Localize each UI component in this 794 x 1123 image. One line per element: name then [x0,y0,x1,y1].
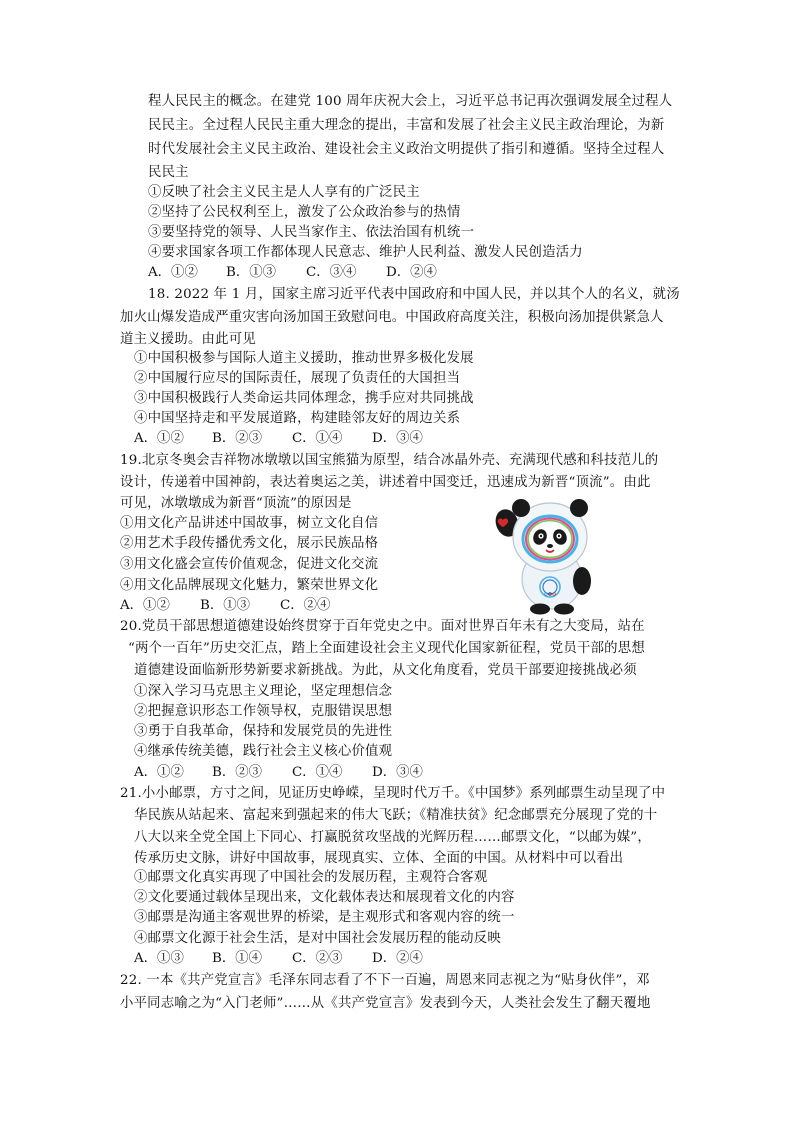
q17-option-b[interactable]: B．①③ [226,265,277,280]
q17-option-a[interactable]: A．①② [148,265,198,280]
q18-option-b[interactable]: B．②③ [212,431,263,446]
q17-option-c[interactable]: C．③④ [306,265,357,280]
q19-option-c[interactable]: C．②④ [280,598,331,613]
q17-option-d[interactable]: D．②④ [386,265,437,280]
q18-option-a[interactable]: A．①② [134,431,184,446]
q22-stem-line: 小平同志喻之为“入门老师”……从《共产党宣言》发表到今天，人类社会发生了翻天覆地 [120,996,651,1011]
q20-option-c[interactable]: C．①④ [292,765,343,780]
q20-item: ④继承传统美德，践行社会主义核心价值观 [134,744,393,759]
q19-stem-line: 设计，传递着中国神韵，表达着奥运之美，讲述着中国变迁，迅速成为新晋“顶流”。由此 [120,475,651,490]
q21-stem-line: 传承历史文脉，讲好中国故事，展现真实、立体、全面的中国。从材料中可以看出 [134,851,624,866]
q18-item: ③中国积极践行人类命运共同体理念，携手应对共同挑战 [134,391,474,406]
q18-item: ④中国坚持走和平发展道路，构建睦邻友好的周边关系 [134,411,461,426]
q18-stem-line: 18. 2022 年 1 月，国家主席习近平代表中国政府和中国人民，并以其个人的名义，就汤 [148,287,680,302]
q20-item: ③勇于自我革命，保持和发展党员的先进性 [134,724,393,739]
q18-option-c[interactable]: C．①④ [292,431,343,446]
q20-stem-line: 20.党员干部思想道德建设始终贯穿于百年党史之中。面对世界百年未有之大变局，站在 [120,619,645,634]
q18-stem-line: 道主义援助。由此可见 [120,332,256,347]
q17-stem-line: 民民主。全过程人民民主重大理念的提出，丰富和发展了社会主义民主政治理论，为新 [148,118,665,133]
q21-option-c[interactable]: C．②③ [292,951,343,966]
q21-item: ③邮票是沟通主客观世界的桥梁，是主观形式和客观内容的统一 [134,910,515,925]
q18-item: ②中国履行应尽的国际责任，展现了负责任的大国担当 [134,371,461,386]
q20-stem-line: 道德建设面临新形势新要求新挑战。为此，从文化角度看，党员干部要迎接挑战必须 [134,663,637,678]
q21-option-d[interactable]: D．②④ [372,951,423,966]
q17-stem-line: 民民主 [148,165,189,180]
q19-stem-line: 19.北京冬奥会吉祥物冰墩墩以国宝熊猫为原型，结合冰晶外壳、充满现代感和科技范儿的 [120,453,659,468]
q19-item: ①用文化产品讲述中国故事，树立文化自信 [120,516,379,531]
q17-stem-line: 时代发展社会主义民主政治、建设社会主义政治文明提供了指引和遵循。坚持全过程人 [148,142,665,157]
q21-item: ①邮票文化真实再现了中国社会的发展历程，主观符合客观 [134,870,488,885]
q20-option-d[interactable]: D．③④ [372,765,423,780]
q17-item: ③要坚持党的领导、人民当家作主、依法治国有机统一 [148,225,475,240]
q18-option-d[interactable]: D．③④ [372,431,423,446]
q17-item: ②坚持了公民权利至上，激发了公众政治参与的热情 [148,205,461,220]
bing-dwen-dwen-mascot-icon [490,493,608,615]
q21-stem-line: 华民族从站起来、富起来到强起来的伟大飞跃；《精准扶贫》纪念邮票充分展现了党的十 [134,808,658,823]
q18-stem-line: 加火山爆发造成严重灾害向汤加国王致慰问电。中国政府高度关注，积极向汤加提供紧急人 [120,310,664,325]
q17-item: ①反映了社会主义民主是人人享有的广泛民主 [148,185,420,200]
q19-item: ③用文化盛会宣传价值观念，促进文化交流 [120,557,379,572]
q21-stem-line: 八大以来全党全国上下同心、打赢脱贫攻坚战的光辉历程……邮票文化，“以邮为媒”， [134,830,651,845]
q20-option-a[interactable]: A．①② [134,765,184,780]
q17-item: ④要求国家各项工作都体现人民意志、维护人民利益、激发人民创造活力 [148,245,583,260]
q21-option-b[interactable]: B．①④ [212,951,263,966]
q21-stem-line: 21.小小邮票，方寸之间，见证历史峥嵘，呈现时代万千。《中国梦》系列邮票生动呈现了中 [120,786,666,801]
q17-stem-line: 程人民民主的概念。在建党 100 周年庆祝大会上，习近平总书记再次强调发展全过程人 [148,94,673,109]
q18-item: ①中国积极参与国际人道主义援助，推动世界多极化发展 [134,351,474,366]
q20-stem-line: “两个一百年”历史交汇点，踏上全面建设社会主义现代化国家新征程，党员干部的思想 [128,641,645,656]
q19-item: ④用文化品牌展现文化魅力，繁荣世界文化 [120,578,379,593]
q21-item: ④邮票文化源于社会生活，是对中国社会发展历程的能动反映 [134,931,501,946]
q19-option-a[interactable]: A．①② [120,598,170,613]
q21-option-a[interactable]: A．①③ [134,951,184,966]
q20-option-b[interactable]: B．②③ [212,765,263,780]
q19-stem-line: 可见，冰墩墩成为新晋“顶流”的原因是 [120,496,352,511]
q20-item: ②把握意识形态工作领导权，克服错误思想 [134,704,393,719]
q21-item: ②文化要通过载体呈现出来，文化载体表达和展现着文化的内容 [134,890,515,905]
q19-option-b[interactable]: B．①③ [200,598,251,613]
q20-item: ①深入学习马克思主义理论，坚定理想信念 [134,684,393,699]
q22-stem-line: 22. 一本《共产党宣言》毛泽东同志看了不下一百遍，周恩来同志视之为“贴身伙伴”，邓 [120,973,650,988]
q19-item: ②用艺术手段传播优秀文化，展示民族品格 [120,536,379,551]
